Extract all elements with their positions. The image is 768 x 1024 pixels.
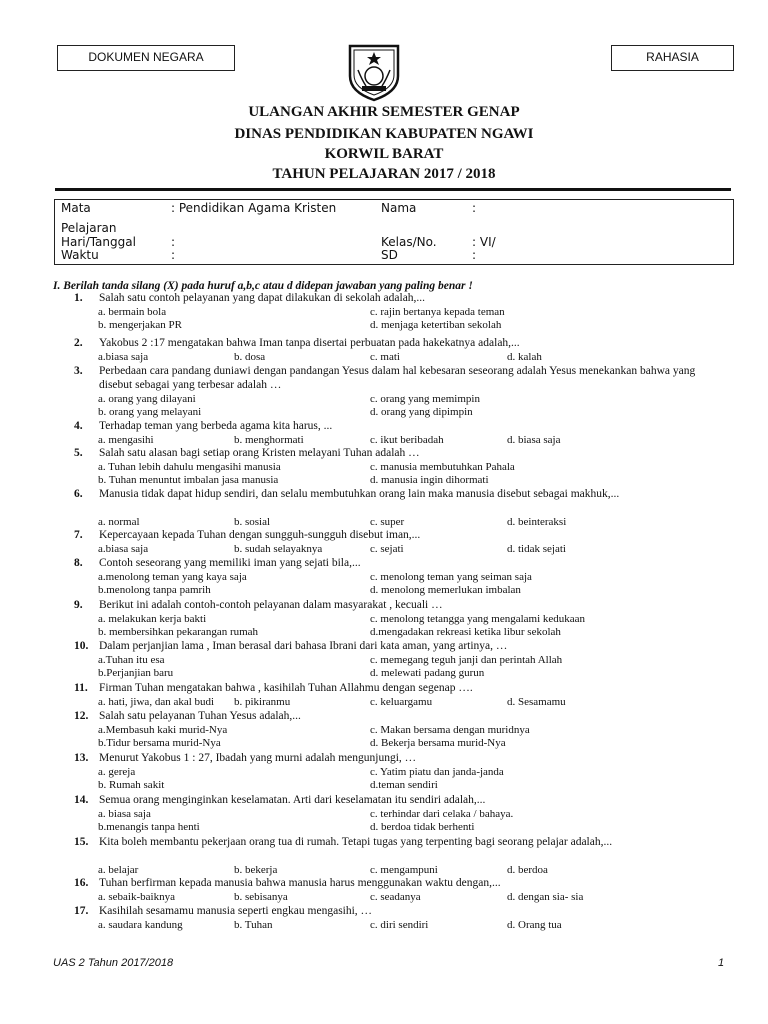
answer-option: b. Tuhan menuntut imbalan jasa manusia <box>98 474 279 486</box>
answer-option: c. Makan bersama dengan muridnya <box>370 724 530 736</box>
pelajaran-label: Pelajaran <box>61 221 117 235</box>
question-number: 12. <box>74 710 89 722</box>
answer-option: d. Bekerja bersama murid-Nya <box>370 737 506 749</box>
answer-option: b. pikiranmu <box>234 696 291 708</box>
question-text: Kasihilah sesamamu manusia seperti engkau mengasihi, … <box>99 905 373 917</box>
answer-option: a. belajar <box>98 864 139 876</box>
question-number: 10. <box>74 640 89 652</box>
answer-option: a. normal <box>98 516 140 528</box>
waktu-value: : <box>171 248 176 262</box>
year-title: TAHUN PELAJARAN 2017 / 2018 <box>272 166 496 182</box>
question-text: Dalam perjanjian lama , Iman berasal dari bahasa Ibrani dari kata aman, yang artinya, … <box>99 640 508 652</box>
answer-option: a. melakukan kerja bakti <box>98 613 207 625</box>
question-number: 2. <box>74 337 83 349</box>
answer-option: a. hati, jiwa, dan akal budi <box>98 696 215 708</box>
answer-option: c. orang yang memimpin <box>370 393 480 405</box>
answer-option: a.biasa saja <box>98 543 149 555</box>
nama-label: Nama <box>381 201 417 215</box>
answer-option: d. orang yang dipimpin <box>370 406 473 418</box>
answer-option: c. rajin bertanya kepada teman <box>370 306 505 318</box>
question-text: Kepercayaan kepada Tuhan dengan sungguh-sungguh disebut iman,... <box>99 529 421 541</box>
instruction-text: I. Berilah tanda silang (X) pada huruf a,b,c atau d didepan jawaban yang paling benar ! <box>53 280 473 292</box>
answer-option: d. berdoa <box>507 864 548 876</box>
answer-option: b. sebisanya <box>234 891 288 903</box>
kelas-value: : VI/ <box>472 235 496 249</box>
question-text: Yakobus 2 :17 mengatakan bahwa Iman tanpa disertai perbuatan pada hakekatnya adalah,... <box>99 337 520 349</box>
question-text: Firman Tuhan mengatakan bahwa , kasihilah Tuhan Allahmu dengan segenap …. <box>99 682 473 694</box>
answer-option: a. biasa saja <box>98 808 151 820</box>
mata-label: Mata <box>61 201 91 215</box>
question-number: 11. <box>74 682 88 694</box>
question-number: 7. <box>74 529 83 541</box>
answer-option: a. mengasihi <box>98 434 154 446</box>
answer-option: d.teman sendiri <box>370 779 438 791</box>
question-number: 5. <box>74 447 83 459</box>
sd-label: SD <box>381 248 398 262</box>
question-number: 9. <box>74 599 83 611</box>
answer-option: c. diri sendiri <box>370 919 429 931</box>
answer-option: a.Tuhan itu esa <box>98 654 165 666</box>
answer-option: d.mengadakan rekreasi ketika libur sekolah <box>370 626 561 638</box>
question-text: Salah satu alasan bagi setiap orang Kristen melayani Tuhan adalah … <box>99 447 420 459</box>
nama-value: : <box>472 201 477 215</box>
answer-option: d. melewati padang gurun <box>370 667 485 679</box>
answer-option: a.Membasuh kaki murid-Nya <box>98 724 228 736</box>
question-text: Manusia tidak dapat hidup sendiri, dan selalu membutuhkan orang lain maka manusia disebut sebagai makhuk,... <box>99 488 620 500</box>
answer-option: c. manusia membutuhkan Pahala <box>370 461 515 473</box>
answer-option: a. sebaik-baiknya <box>98 891 175 903</box>
question-number: 8. <box>74 557 83 569</box>
answer-option: b. Rumah sakit <box>98 779 165 791</box>
question-number: 6. <box>74 488 83 500</box>
answer-option: d. tidak sejati <box>507 543 566 555</box>
question-text: Salah satu contoh pelayanan yang dapat dilakukan di sekolah adalah,... <box>99 292 426 304</box>
kelas-label: Kelas/No. <box>381 235 437 249</box>
answer-option: c. Yatim piatu dan janda-janda <box>370 766 504 778</box>
sd-value: : <box>472 248 477 262</box>
answer-option: c. terhindar dari celaka / bahaya. <box>370 808 514 820</box>
answer-option: d. biasa saja <box>507 434 561 446</box>
question-number: 16. <box>74 877 89 889</box>
answer-option: d. berdoa tidak berhenti <box>370 821 475 833</box>
question-text: Kita boleh membantu pekerjaan orang tua di rumah. Tetapi tugas yang terpenting bagi seorang pelajar adalah,... <box>99 836 613 848</box>
answer-option: a.biasa saja <box>98 351 149 363</box>
answer-option: c. super <box>370 516 405 528</box>
question-number: 3. <box>74 365 83 377</box>
answer-option: a. orang yang dilayani <box>98 393 196 405</box>
answer-option: c. ikut beribadah <box>370 434 444 446</box>
page-number: 1 <box>718 957 725 969</box>
hari-label: Hari/Tanggal <box>61 235 136 249</box>
question-number: 13. <box>74 752 89 764</box>
question-number: 4. <box>74 420 83 432</box>
question-text: Semua orang menginginkan keselamatan. Arti dari keselamatan itu sendiri adalah,... <box>99 794 486 806</box>
answer-option: a.menolong teman yang kaya saja <box>98 571 247 583</box>
footer-label: UAS 2 Tahun 2017/2018 <box>53 957 174 969</box>
answer-option: b. dosa <box>234 351 266 363</box>
answer-option: d. manusia ingin dihormati <box>370 474 489 486</box>
answer-option: d. Orang tua <box>507 919 562 931</box>
answer-option: b. orang yang melayani <box>98 406 202 418</box>
question-text: Terhadap teman yang berbeda agama kita harus, ... <box>99 420 333 432</box>
regency-emblem-icon <box>344 40 404 102</box>
agency-title: DINAS PENDIDIKAN KABUPATEN NGAWI <box>234 126 534 142</box>
answer-option: d. dengan sia- sia <box>507 891 584 903</box>
question-number: 1. <box>74 292 83 304</box>
answer-option: b. bekerja <box>234 864 278 876</box>
answer-option: b. Tuhan <box>234 919 273 931</box>
answer-option: b.Tidur bersama murid-Nya <box>98 737 221 749</box>
question-text: Perbedaan cara pandang duniawi dengan pandangan Yesus dalam hal kebesaran seseorang adalah Yesus menekankan bahwa yang disebut sebagai yang terbesar adalah … <box>99 365 696 391</box>
answer-option: b. menghormati <box>234 434 304 446</box>
answer-option: c. sejati <box>370 543 404 555</box>
student-info-box <box>54 199 734 265</box>
answer-option: c. memegang teguh janji dan perintah Allah <box>370 654 563 666</box>
answer-option: c. keluargamu <box>370 696 433 708</box>
answer-option: b.menolong tanpa pamrih <box>98 584 211 596</box>
answer-option: a. Tuhan lebih dahulu mengasihi manusia <box>98 461 281 473</box>
question-text: Contoh seseorang yang memiliki iman yang sejati bila,... <box>99 557 361 569</box>
question-number: 15. <box>74 836 89 848</box>
question-text: Salah satu pelayanan Tuhan Yesus adalah,... <box>99 710 301 722</box>
answer-option: a. gereja <box>98 766 136 778</box>
question-text: Tuhan berfirman kepada manusia bahwa manusia harus menggunakan waktu dengan,... <box>99 877 501 889</box>
answer-option: d. menolong memerlukan imbalan <box>370 584 521 596</box>
answer-option: c. mengampuni <box>370 864 438 876</box>
answer-option: c. menolong teman yang seiman saja <box>370 571 532 583</box>
answer-option: d. beinteraksi <box>507 516 567 528</box>
answer-option: b. membersihkan pekarangan rumah <box>98 626 259 638</box>
question-number: 14. <box>74 794 89 806</box>
answer-option: a. saudara kandung <box>98 919 183 931</box>
answer-option: c. mati <box>370 351 400 363</box>
region-title: KORWIL BARAT <box>324 146 444 162</box>
subject-value: : Pendidikan Agama Kristen <box>171 201 337 215</box>
waktu-label: Waktu <box>61 248 99 262</box>
question-text: Berikut ini adalah contoh-contoh pelayanan dalam masyarakat , kecuali … <box>99 599 443 611</box>
question-text: Menurut Yakobus 1 : 27, Ibadah yang murni adalah mengunjungi, … <box>99 752 417 764</box>
hari-value: : <box>171 235 176 249</box>
answer-option: d. Sesamamu <box>507 696 566 708</box>
answer-option: b. sudah selayaknya <box>234 543 323 555</box>
doc-classification-tag: DOKUMEN NEGARA <box>57 45 235 71</box>
answer-option: d. menjaga ketertiban sekolah <box>370 319 502 331</box>
answer-option: c. menolong tetangga yang mengalami kedukaan <box>370 613 586 625</box>
answer-option: c. seadanya <box>370 891 421 903</box>
answer-option: b. sosial <box>234 516 271 528</box>
exam-title: ULANGAN AKHIR SEMESTER GENAP <box>248 104 520 120</box>
header-divider <box>55 188 731 191</box>
question-number: 17. <box>74 905 89 917</box>
answer-option: b.menangis tanpa henti <box>98 821 200 833</box>
answer-option: b. mengerjakan PR <box>98 319 183 331</box>
answer-option: b.Perjanjian baru <box>98 667 174 679</box>
answer-option: d. kalah <box>507 351 542 363</box>
secret-tag: RAHASIA <box>611 45 734 71</box>
answer-option: a. bermain bola <box>98 306 167 318</box>
